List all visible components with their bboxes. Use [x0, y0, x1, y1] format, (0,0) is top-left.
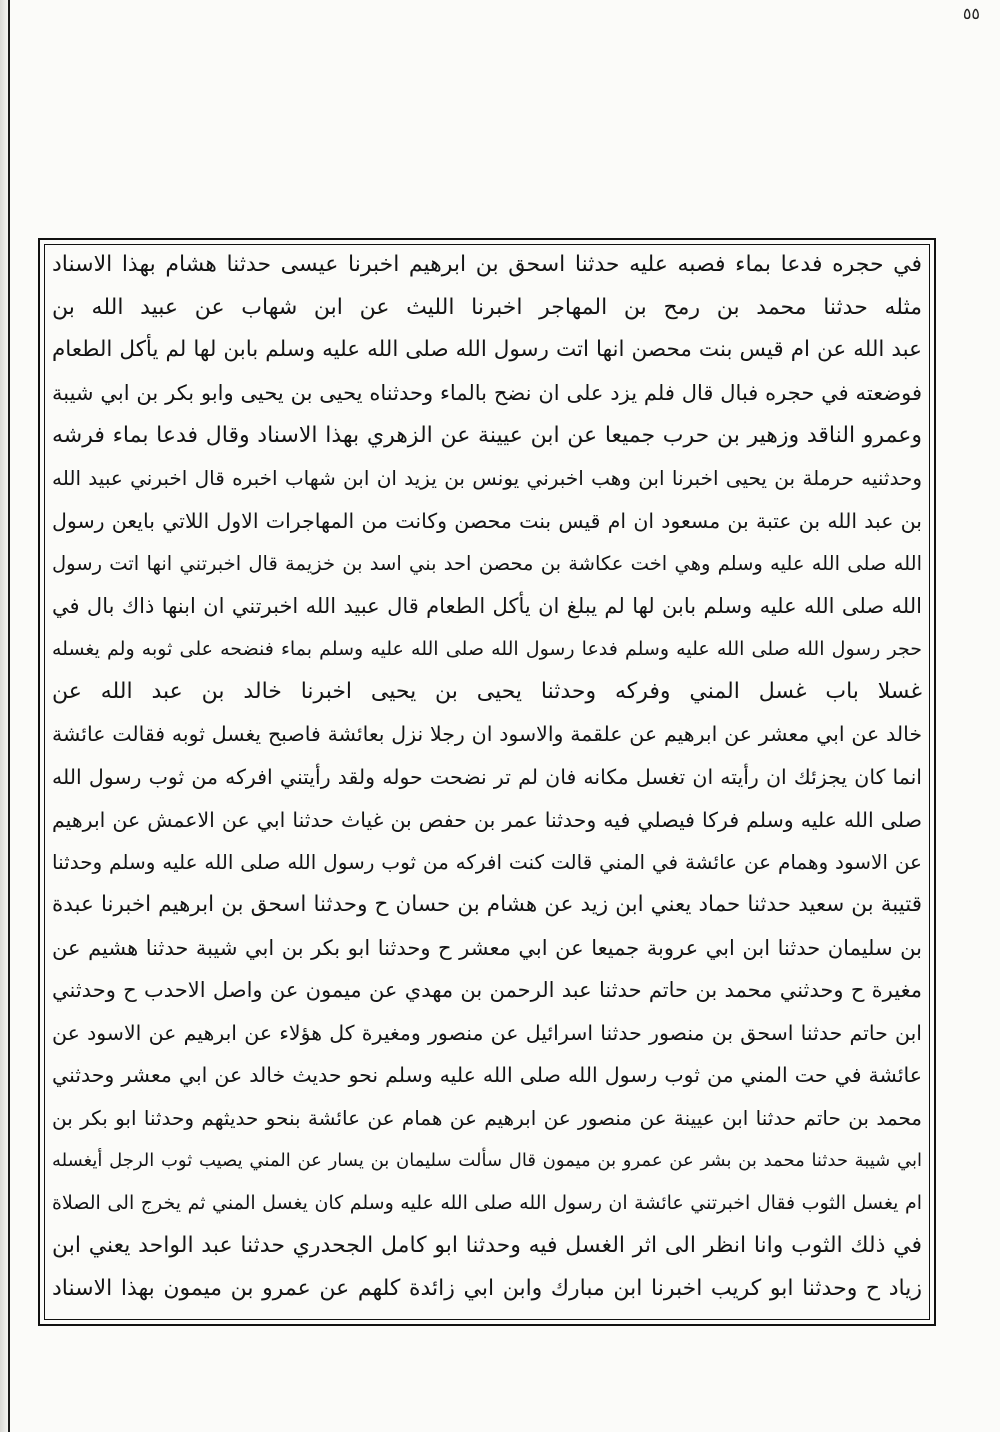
- text-line: الله صلى الله عليه وسلم بابن لها لم يبلغ ان يأكل الطعام قال عبيد الله اخبرتني ان ابنها ذاك بال في: [52, 594, 922, 619]
- text-line: قتيبة بن سعيد حدثنا حماد يعني ابن زيد عن هشام بن حسان ح وحدثنا اسحق بن ابرهيم اخبرنا عبدة: [52, 891, 922, 917]
- text-line: في حجره فدعا بماء فصبه عليه حدثنا اسحق بن ابرهيم اخبرنا عيسى حدثنا هشام بهذا الاسناد: [52, 252, 922, 277]
- binding-edge: [8, 0, 10, 1432]
- text-line: وعمرو الناقد وزهير بن حرب جميعا عن ابن عيينة عن الزهري بهذا الاسناد وقال فدعا بماء فرشه: [52, 422, 922, 448]
- text-line: زياد ح وحدثنا ابو كريب اخبرنا ابن مبارك وابن ابي زائدة كلهم عن عمرو بن ميمون بهذا الاسناد: [52, 1275, 922, 1301]
- text-line: عبد الله عن ام قيس بنت محصن انها اتت رسول الله صلى الله عليه وسلم بابن لها لم يأكل الطعام: [52, 337, 922, 363]
- text-line: ام يغسل الثوب فقال اخبرتني عائشة ان رسول الله صلى الله عليه وسلم كان يغسل المني ثم يخرج الى الصلاة: [52, 1192, 922, 1215]
- text-line: ابي شيبة حدثنا محمد بن بشر عن عمرو بن ميمون قال سألت سليمان بن يسار عن المني يصيب ثوب الرجل أيغسله: [52, 1149, 922, 1171]
- text-line: مغيرة ح وحدثني محمد بن حاتم حدثنا عبد الرحمن بن مهدي عن ميمون عن واصل الاحدب ح وحدثني: [52, 978, 922, 1003]
- text-line: بن عبد الله بن عتبة بن مسعود ان ام قيس بنت محصن وكانت من المهاجرات الاول اللاتي بايعن رسول: [52, 508, 922, 533]
- text-line: صلى الله عليه وسلم فركا فيصلي فيه وحدثنا عمر بن حفص بن غياث حدثنا ابي عن الاعمش عن ابرهيم: [52, 807, 922, 832]
- text-line: انما كان يجزئك ان رأيته ان تغسل مكانه فان لم تر نضحت حوله ولقد رأيتني افركه من ثوب رسول الله: [52, 764, 922, 789]
- text-line: غسلا باب غسل المني وفركه وحدثنا يحيى بن يحيى اخبرنا خالد بن عبد الله عن: [52, 678, 922, 704]
- text-line: بن سليمان حدثنا ابن ابي عروبة جميعا عن ابي معشر ح وحدثنا ابو بكر بن ابي شيبة حدثنا هشيم عن: [52, 935, 922, 960]
- text-line: خالد عن ابي معشر عن ابرهيم عن علقمة والاسود ان رجلا نزل بعائشة فاصبح يغسل ثوبه فقالت عائشة: [52, 722, 922, 747]
- text-line: ابن حاتم حدثنا اسحق بن منصور حدثنا اسرائيل عن منصور ومغيرة كل هؤلاء عن ابرهيم عن الاسود عن: [52, 1020, 922, 1045]
- text-line: عائشة في حت المني من ثوب رسول الله صلى الله عليه وسلم نحو حديث خالد عن ابي معشر وحدثني: [52, 1063, 922, 1088]
- text-line: مثله حدثنا محمد بن رمح بن المهاجر اخبرنا الليث عن ابن شهاب عن عبيد الله بن: [52, 294, 922, 320]
- manuscript-text-block: [52, 244, 922, 1310]
- text-line: عن الاسود وهمام عن عائشة في المني قالت كنت افركه من ثوب رسول الله صلى الله عليه وسلم وحدثنا: [52, 850, 922, 875]
- text-line: الله صلى الله عليه وسلم وهي اخت عكاشة بن محصن احد بني اسد بن خزيمة قال اخبرتني انها اتت رسول: [52, 551, 922, 575]
- text-line: وحدثنيه حرملة بن يحيى اخبرنا ابن وهب اخبرني يونس بن يزيد ان ابن شهاب اخبره قال اخبرني عبيد الله: [52, 466, 922, 491]
- binding-shadow: [0, 0, 8, 1432]
- folio-number: ٥٥: [962, 4, 980, 23]
- text-line: حجر رسول الله صلى الله عليه وسلم فدعا رسول الله صلى الله عليه وسلم بماء فنضحه على ثوبه ولم يغسله: [52, 637, 922, 660]
- text-line: فوضعته في حجره فبال قال فلم يزد على ان نضح بالماء وحدثناه يحيى بن يحيى وابو بكر بن ابي شيبة: [52, 380, 922, 405]
- text-line: محمد بن حاتم حدثنا ابن عيينة عن منصور عن ابرهيم عن همام عن عائشة بنحو حديثهم وحدثنا ابو بكر بن: [52, 1106, 922, 1131]
- text-line: في ذلك الثوب وانا انظر الى اثر الغسل فيه وحدثنا ابو كامل الجحدري حدثنا عبد الواحد يعني ابن: [52, 1233, 922, 1259]
